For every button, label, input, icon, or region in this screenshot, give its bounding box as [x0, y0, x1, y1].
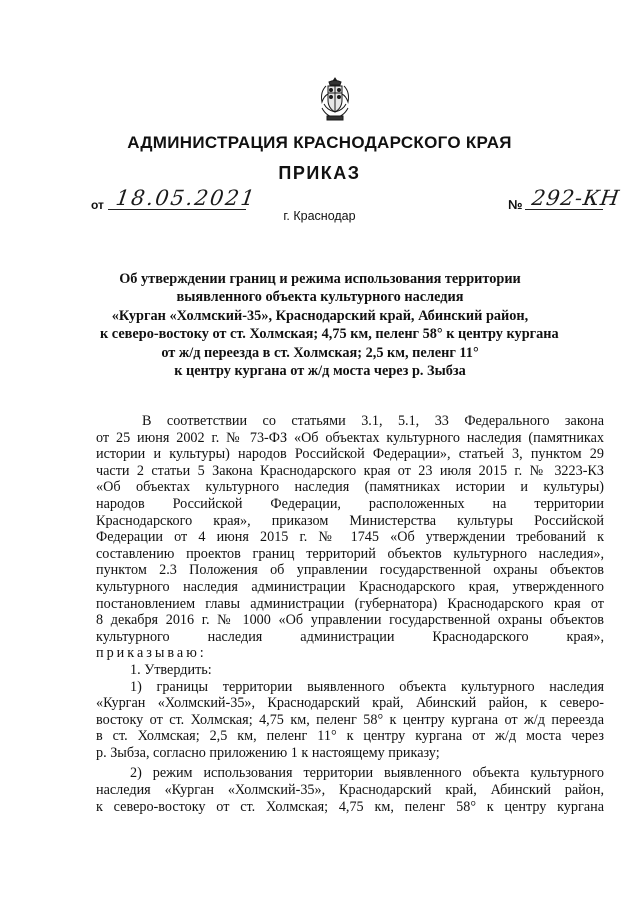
body-line: «Курган «Холмский-35», Краснодарский край, Абинский район, к северо-	[96, 695, 604, 712]
date-label: от	[91, 198, 104, 212]
body-line: 1) границы территории выявленного объекта культурного наследия	[130, 678, 604, 695]
heading-line: Об утверждении границ и режима использования территории	[119, 271, 521, 287]
order-word: приказываю:	[96, 645, 207, 662]
body-line: части 2 статьи 5 Закона Краснодарского края от 23 июля 2015 г. № 3223-КЗ	[96, 462, 604, 479]
coat-of-arms-icon	[318, 76, 352, 122]
body-line: от 25 июня 2002 г. № 73-ФЗ «Об объектах культурного наследия (памятниках	[96, 429, 604, 446]
org-title: АДМИНИСТРАЦИЯ КРАСНОДАРСКОГО КРАЯ	[127, 133, 512, 152]
body-line: культурного наследия администрации Краснодарского края»,	[96, 628, 604, 645]
city: г. Краснодар	[283, 209, 356, 223]
heading-line: от ж/д переезда в ст. Холмская; 2,5 км, пеленг 11°	[161, 344, 479, 361]
body-line: востоку от ст. Холмская; 4,75 км, пеленг 58° к центру кургана от ж/д переезда	[96, 711, 604, 728]
body-line: наследия «Курган «Холмский-35», Краснодарский край, Абинский район,	[96, 782, 604, 799]
body-line: истории и культуры) народов Российской Федерации», статьей 3, пунктом 29	[96, 446, 604, 463]
body-line: В соответствии со статьями 3.1, 5.1, 33 Федерального закона	[142, 413, 604, 429]
body-line: 8 декабря 2016 г. № 1000 «Об управлении государственной охраны объектов	[96, 612, 604, 629]
document-type: ПРИКАЗ	[278, 163, 361, 183]
heading-line: к северо-востоку от ст. Холмская; 4,75 км, пеленг 58° к центру кургана	[100, 326, 559, 343]
body-line: в ст. Холмская; 2,5 км, пеленг 11° к центру кургана от ж/д моста через	[96, 728, 604, 745]
body-line: пунктом 2.3 Положения об управлении государственной охраны объектов	[96, 562, 604, 579]
heading-line: к центру кургана от ж/д моста через р. Зыбза	[174, 363, 466, 380]
body-line: к северо-востоку от ст. Холмская; 4,75 км, пеленг 58° к центру кургана	[96, 798, 604, 815]
body-line: 2) режим использования территории выявленного объекта культурного	[130, 765, 604, 782]
body-line: постановлением главы администрации (губернатора) Краснодарского края от	[96, 595, 604, 612]
body-line: Краснодарского края», приказом Министерства культуры Российской	[96, 512, 604, 529]
heading-line: «Курган «Холмский-35», Краснодарский край, Абинский район,	[111, 307, 529, 324]
body-line: 1. Утвердить:	[130, 661, 212, 678]
document-body	[96, 413, 604, 815]
body-line: «Об объектах культурного наследия (памятниках истории и культуры)	[96, 479, 604, 496]
number-label: №	[508, 197, 523, 212]
body-line: составлению проектов границ территорий объектов культурного наследия»,	[96, 545, 604, 562]
document-heading	[100, 270, 559, 380]
heading-line: выявленного объекта культурного наследия	[176, 289, 464, 306]
body-line: культурного наследия администрации Краснодарского края, утвержденного	[96, 578, 604, 595]
body-line: Федерации от 4 июня 2015 г. № 1745 «Об утверждении требований к	[96, 529, 604, 546]
body-line: р. Зыбза, согласно приложению 1 к настоящему приказу;	[96, 744, 440, 761]
handwritten-number: 292-КН	[530, 186, 622, 210]
body-line: народов Российской Федерации, расположенных на территории	[96, 495, 604, 512]
handwritten-date: 18.05.2021	[114, 186, 258, 210]
